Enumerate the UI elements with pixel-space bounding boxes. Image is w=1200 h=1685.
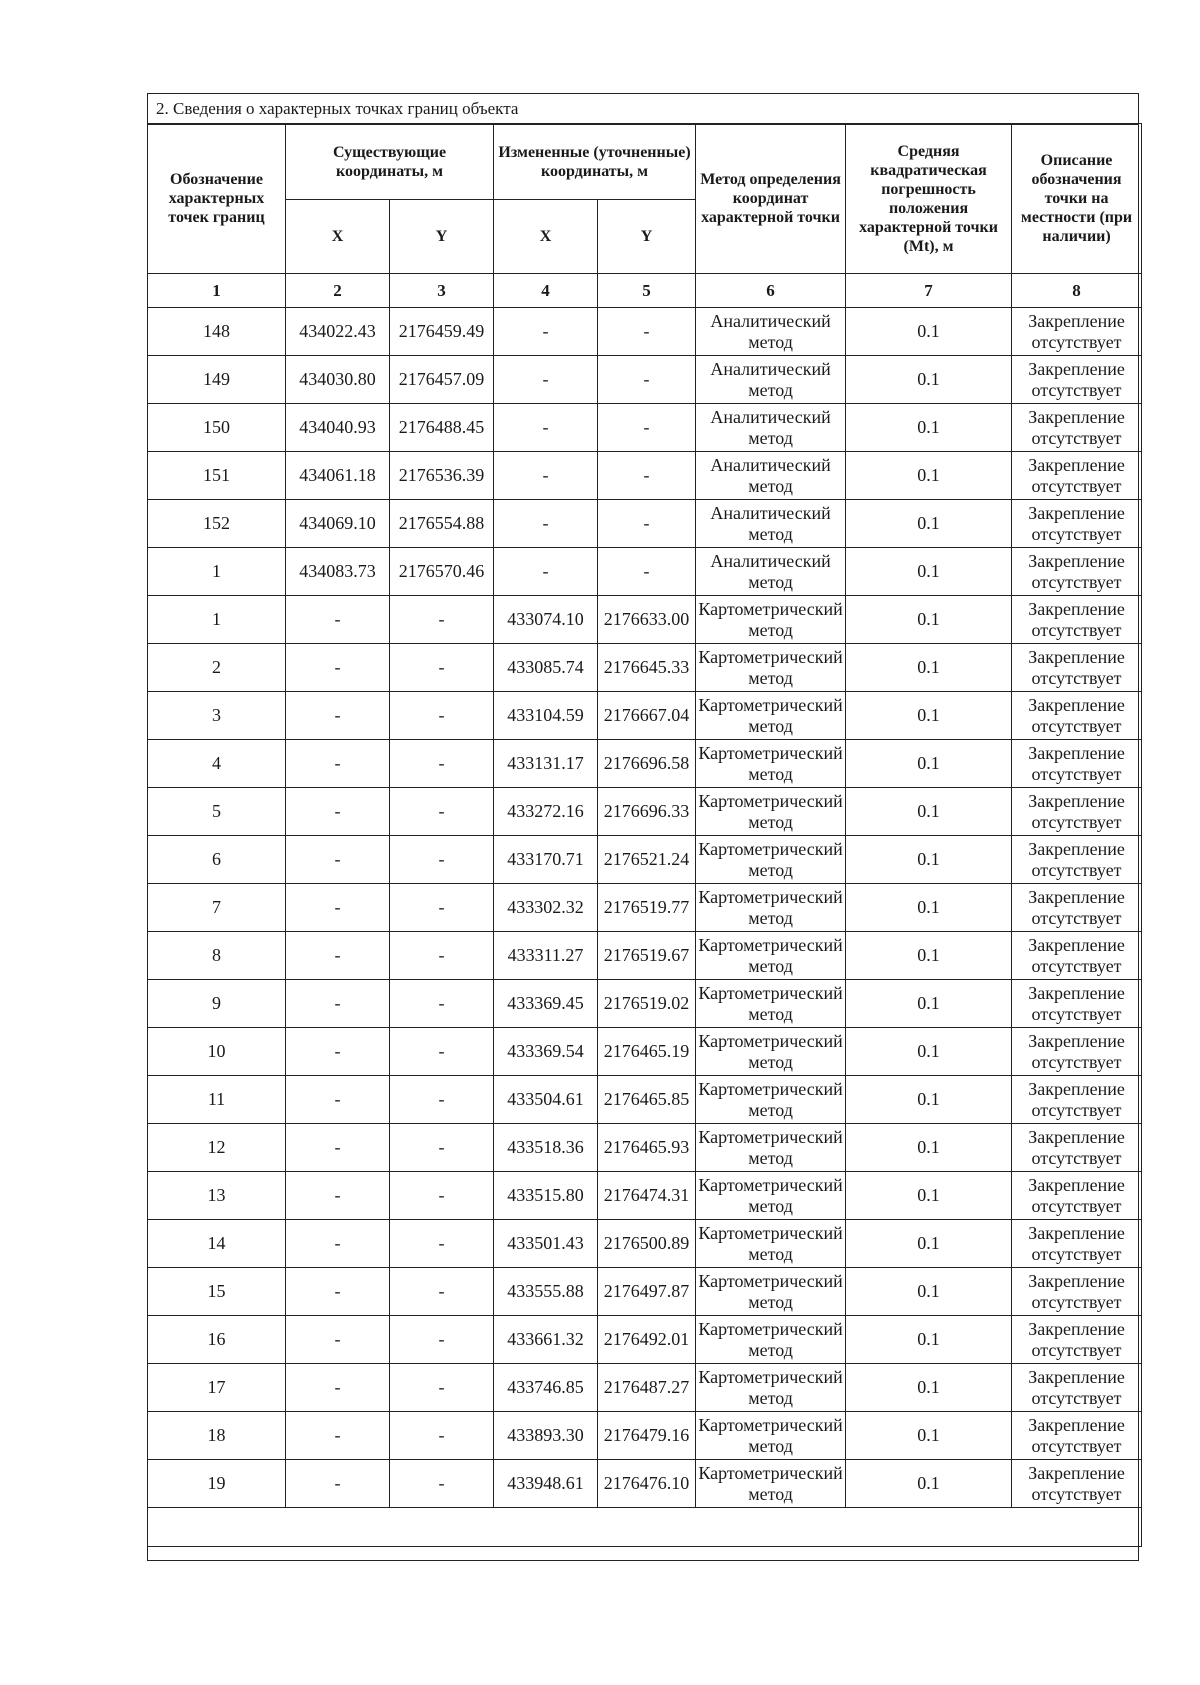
description-cell: Закрепление отсутствует	[1012, 884, 1142, 932]
table-row	[148, 692, 1142, 740]
point-cell: 14	[148, 1220, 286, 1268]
changed-y-cell: 2176696.33	[598, 788, 696, 836]
table-row	[148, 1124, 1142, 1172]
existing-x-cell: -	[286, 836, 390, 884]
method-cell: Картометрический метод	[696, 596, 846, 644]
existing-x-cell: -	[286, 740, 390, 788]
description-cell: Закрепление отсутствует	[1012, 692, 1142, 740]
boundary-points-sheet	[147, 93, 1139, 1561]
column-number: 5	[598, 274, 696, 308]
changed-y-cell: 2176487.27	[598, 1364, 696, 1412]
error-cell: 0.1	[846, 836, 1012, 884]
changed-y-cell: 2176667.04	[598, 692, 696, 740]
description-cell: Закрепление отсутствует	[1012, 356, 1142, 404]
method-cell: Картометрический метод	[696, 1268, 846, 1316]
table-row	[148, 980, 1142, 1028]
description-cell: Закрепление отсутствует	[1012, 1076, 1142, 1124]
table-row	[148, 1364, 1142, 1412]
table-row	[148, 1220, 1142, 1268]
table-row	[148, 1460, 1142, 1508]
table-row	[148, 836, 1142, 884]
existing-y-cell: -	[390, 1172, 494, 1220]
existing-y-cell: -	[390, 1316, 494, 1364]
error-cell: 0.1	[846, 980, 1012, 1028]
table-row	[148, 356, 1142, 404]
column-number: 1	[148, 274, 286, 308]
method-cell: Картометрический метод	[696, 1412, 846, 1460]
method-cell: Картометрический метод	[696, 1364, 846, 1412]
method-cell: Картометрический метод	[696, 740, 846, 788]
changed-y-cell: 2176519.77	[598, 884, 696, 932]
error-cell: 0.1	[846, 1220, 1012, 1268]
description-cell: Закрепление отсутствует	[1012, 500, 1142, 548]
description-cell: Закрепление отсутствует	[1012, 1316, 1142, 1364]
changed-y-cell: 2176645.33	[598, 644, 696, 692]
point-cell: 12	[148, 1124, 286, 1172]
existing-y-cell: -	[390, 1268, 494, 1316]
table-row	[148, 1076, 1142, 1124]
header-changed-coordinates: Измененные (уточненные) координаты, м	[494, 124, 696, 200]
table-row	[148, 308, 1142, 356]
point-cell: 150	[148, 404, 286, 452]
column-number-row	[148, 274, 1142, 308]
column-number: 3	[390, 274, 494, 308]
changed-y-cell: 2176696.58	[598, 740, 696, 788]
changed-x-cell: 433515.80	[494, 1172, 598, 1220]
method-cell: Картометрический метод	[696, 836, 846, 884]
error-cell: 0.1	[846, 692, 1012, 740]
column-number: 4	[494, 274, 598, 308]
existing-y-cell: -	[390, 836, 494, 884]
point-cell: 7	[148, 884, 286, 932]
point-cell: 8	[148, 932, 286, 980]
point-cell: 15	[148, 1268, 286, 1316]
changed-x-cell: 433131.17	[494, 740, 598, 788]
existing-x-cell: -	[286, 788, 390, 836]
error-cell: 0.1	[846, 356, 1012, 404]
changed-y-cell: 2176465.19	[598, 1028, 696, 1076]
existing-y-cell: -	[390, 884, 494, 932]
point-cell: 19	[148, 1460, 286, 1508]
point-cell: 3	[148, 692, 286, 740]
method-cell: Картометрический метод	[696, 644, 846, 692]
changed-x-cell: 433272.16	[494, 788, 598, 836]
changed-x-cell: 433104.59	[494, 692, 598, 740]
column-number: 8	[1012, 274, 1142, 308]
existing-y-cell: -	[390, 740, 494, 788]
existing-y-cell: -	[390, 692, 494, 740]
changed-x-cell: -	[494, 356, 598, 404]
point-cell: 11	[148, 1076, 286, 1124]
existing-y-cell: 2176554.88	[390, 500, 494, 548]
existing-x-cell: -	[286, 1172, 390, 1220]
description-cell: Закрепление отсутствует	[1012, 1268, 1142, 1316]
description-cell: Закрепление отсутствует	[1012, 1124, 1142, 1172]
error-cell: 0.1	[846, 1364, 1012, 1412]
error-cell: 0.1	[846, 932, 1012, 980]
changed-y-cell: 2176497.87	[598, 1268, 696, 1316]
point-cell: 5	[148, 788, 286, 836]
existing-x-cell: -	[286, 1316, 390, 1364]
existing-y-cell: -	[390, 980, 494, 1028]
existing-x-cell: 434069.10	[286, 500, 390, 548]
boundary-points-table	[147, 123, 1142, 1547]
description-cell: Закрепление отсутствует	[1012, 308, 1142, 356]
existing-x-cell: -	[286, 1460, 390, 1508]
existing-y-cell: -	[390, 596, 494, 644]
existing-x-cell: 434030.80	[286, 356, 390, 404]
changed-y-cell: 2176465.85	[598, 1076, 696, 1124]
changed-x-cell: 433661.32	[494, 1316, 598, 1364]
changed-y-cell: 2176519.67	[598, 932, 696, 980]
error-cell: 0.1	[846, 740, 1012, 788]
point-cell: 1	[148, 596, 286, 644]
existing-y-cell: 2176488.45	[390, 404, 494, 452]
changed-y-cell: -	[598, 308, 696, 356]
error-cell: 0.1	[846, 1172, 1012, 1220]
error-cell: 0.1	[846, 788, 1012, 836]
table-row	[148, 1028, 1142, 1076]
description-cell: Закрепление отсутствует	[1012, 1364, 1142, 1412]
method-cell: Картометрический метод	[696, 1076, 846, 1124]
table-row	[148, 1412, 1142, 1460]
table-row	[148, 1172, 1142, 1220]
header-existing-coordinates: Существующие координаты, м	[286, 124, 494, 200]
existing-y-cell: -	[390, 788, 494, 836]
header-existing-y: Y	[390, 200, 494, 274]
error-cell: 0.1	[846, 1460, 1012, 1508]
method-cell: Картометрический метод	[696, 884, 846, 932]
changed-y-cell: -	[598, 404, 696, 452]
error-cell: 0.1	[846, 644, 1012, 692]
existing-y-cell: 2176536.39	[390, 452, 494, 500]
existing-y-cell: -	[390, 1124, 494, 1172]
existing-x-cell: -	[286, 1268, 390, 1316]
changed-x-cell: 433948.61	[494, 1460, 598, 1508]
description-cell: Закрепление отсутствует	[1012, 452, 1142, 500]
changed-x-cell: 433311.27	[494, 932, 598, 980]
empty-row	[148, 1508, 1142, 1547]
changed-y-cell: -	[598, 452, 696, 500]
header-point: Обозначение характерных точек границ	[148, 124, 286, 274]
error-cell: 0.1	[846, 404, 1012, 452]
changed-x-cell: 433504.61	[494, 1076, 598, 1124]
table-row	[148, 596, 1142, 644]
header-changed-y: Y	[598, 200, 696, 274]
changed-y-cell: 2176476.10	[598, 1460, 696, 1508]
point-cell: 13	[148, 1172, 286, 1220]
method-cell: Картометрический метод	[696, 1124, 846, 1172]
description-cell: Закрепление отсутствует	[1012, 1028, 1142, 1076]
changed-y-cell: 2176465.93	[598, 1124, 696, 1172]
changed-x-cell: 433501.43	[494, 1220, 598, 1268]
changed-x-cell: 433170.71	[494, 836, 598, 884]
table-row	[148, 404, 1142, 452]
description-cell: Закрепление отсутствует	[1012, 1460, 1142, 1508]
description-cell: Закрепление отсутствует	[1012, 644, 1142, 692]
point-cell: 152	[148, 500, 286, 548]
method-cell: Аналитический метод	[696, 404, 846, 452]
changed-y-cell: 2176500.89	[598, 1220, 696, 1268]
existing-x-cell: -	[286, 980, 390, 1028]
method-cell: Аналитический метод	[696, 452, 846, 500]
description-cell: Закрепление отсутствует	[1012, 596, 1142, 644]
table-row	[148, 932, 1142, 980]
existing-y-cell: -	[390, 1460, 494, 1508]
changed-x-cell: 433893.30	[494, 1412, 598, 1460]
method-cell: Картометрический метод	[696, 692, 846, 740]
changed-x-cell: -	[494, 548, 598, 596]
existing-y-cell: 2176457.09	[390, 356, 494, 404]
existing-y-cell: -	[390, 932, 494, 980]
table-row	[148, 788, 1142, 836]
method-cell: Аналитический метод	[696, 548, 846, 596]
table-row	[148, 884, 1142, 932]
empty-cell	[148, 1508, 1142, 1547]
error-cell: 0.1	[846, 1076, 1012, 1124]
existing-x-cell: 434022.43	[286, 308, 390, 356]
changed-y-cell: -	[598, 548, 696, 596]
method-cell: Картометрический метод	[696, 980, 846, 1028]
table-row	[148, 1268, 1142, 1316]
header-changed-x: X	[494, 200, 598, 274]
existing-y-cell: 2176570.46	[390, 548, 494, 596]
existing-y-cell: -	[390, 1364, 494, 1412]
point-cell: 18	[148, 1412, 286, 1460]
point-cell: 6	[148, 836, 286, 884]
table-row	[148, 548, 1142, 596]
method-cell: Картометрический метод	[696, 1220, 846, 1268]
existing-x-cell: 434083.73	[286, 548, 390, 596]
existing-y-cell: -	[390, 644, 494, 692]
changed-x-cell: -	[494, 404, 598, 452]
existing-x-cell: -	[286, 596, 390, 644]
table-body	[148, 308, 1142, 1547]
description-cell: Закрепление отсутствует	[1012, 548, 1142, 596]
table-row	[148, 644, 1142, 692]
point-cell: 151	[148, 452, 286, 500]
changed-x-cell: 433555.88	[494, 1268, 598, 1316]
method-cell: Картометрический метод	[696, 1028, 846, 1076]
changed-x-cell: -	[494, 308, 598, 356]
existing-y-cell: -	[390, 1076, 494, 1124]
method-cell: Картометрический метод	[696, 1460, 846, 1508]
table-row	[148, 500, 1142, 548]
changed-y-cell: 2176479.16	[598, 1412, 696, 1460]
description-cell: Закрепление отсутствует	[1012, 932, 1142, 980]
description-cell: Закрепление отсутствует	[1012, 740, 1142, 788]
table-row	[148, 740, 1142, 788]
changed-x-cell: 433746.85	[494, 1364, 598, 1412]
existing-x-cell: 434061.18	[286, 452, 390, 500]
existing-x-cell: -	[286, 1076, 390, 1124]
error-cell: 0.1	[846, 1028, 1012, 1076]
error-cell: 0.1	[846, 596, 1012, 644]
method-cell: Картометрический метод	[696, 932, 846, 980]
error-cell: 0.1	[846, 1124, 1012, 1172]
existing-x-cell: -	[286, 1364, 390, 1412]
description-cell: Закрепление отсутствует	[1012, 980, 1142, 1028]
method-cell: Аналитический метод	[696, 308, 846, 356]
existing-x-cell: -	[286, 1028, 390, 1076]
error-cell: 0.1	[846, 452, 1012, 500]
description-cell: Закрепление отсутствует	[1012, 1412, 1142, 1460]
point-cell: 149	[148, 356, 286, 404]
column-number: 6	[696, 274, 846, 308]
changed-x-cell: 433369.54	[494, 1028, 598, 1076]
existing-y-cell: -	[390, 1028, 494, 1076]
description-cell: Закрепление отсутствует	[1012, 1220, 1142, 1268]
header-method: Метод определения координат характерной точки	[696, 124, 846, 274]
point-cell: 1	[148, 548, 286, 596]
point-cell: 4	[148, 740, 286, 788]
existing-x-cell: -	[286, 884, 390, 932]
table-row	[148, 452, 1142, 500]
method-cell: Картометрический метод	[696, 1172, 846, 1220]
existing-y-cell: -	[390, 1220, 494, 1268]
point-cell: 2	[148, 644, 286, 692]
changed-y-cell: -	[598, 356, 696, 404]
changed-x-cell: 433518.36	[494, 1124, 598, 1172]
changed-x-cell: -	[494, 500, 598, 548]
existing-x-cell: -	[286, 1220, 390, 1268]
changed-x-cell: 433302.32	[494, 884, 598, 932]
changed-x-cell: 433085.74	[494, 644, 598, 692]
changed-y-cell: 2176521.24	[598, 836, 696, 884]
existing-y-cell: -	[390, 1412, 494, 1460]
changed-x-cell: 433369.45	[494, 980, 598, 1028]
changed-y-cell: 2176474.31	[598, 1172, 696, 1220]
existing-y-cell: 2176459.49	[390, 308, 494, 356]
error-cell: 0.1	[846, 548, 1012, 596]
changed-y-cell: 2176633.00	[598, 596, 696, 644]
column-number: 2	[286, 274, 390, 308]
method-cell: Аналитический метод	[696, 356, 846, 404]
column-number: 7	[846, 274, 1012, 308]
header-existing-x: X	[286, 200, 390, 274]
method-cell: Аналитический метод	[696, 500, 846, 548]
changed-y-cell: -	[598, 500, 696, 548]
error-cell: 0.1	[846, 1268, 1012, 1316]
existing-x-cell: -	[286, 692, 390, 740]
point-cell: 17	[148, 1364, 286, 1412]
description-cell: Закрепление отсутствует	[1012, 404, 1142, 452]
header-description: Описание обозначения точки на местности (при наличии)	[1012, 124, 1142, 274]
description-cell: Закрепление отсутствует	[1012, 788, 1142, 836]
method-cell: Картометрический метод	[696, 788, 846, 836]
description-cell: Закрепление отсутствует	[1012, 836, 1142, 884]
point-cell: 16	[148, 1316, 286, 1364]
existing-x-cell: 434040.93	[286, 404, 390, 452]
section-title: 2. Сведения о характерных точках границ объекта	[148, 94, 1138, 125]
existing-x-cell: -	[286, 932, 390, 980]
changed-y-cell: 2176519.02	[598, 980, 696, 1028]
description-cell: Закрепление отсутствует	[1012, 1172, 1142, 1220]
header-mean-error: Средняя квадратическая погрешность положения характерной точки (Mt), м	[846, 124, 1012, 274]
changed-x-cell: 433074.10	[494, 596, 598, 644]
changed-y-cell: 2176492.01	[598, 1316, 696, 1364]
changed-x-cell: -	[494, 452, 598, 500]
point-cell: 148	[148, 308, 286, 356]
error-cell: 0.1	[846, 1316, 1012, 1364]
error-cell: 0.1	[846, 500, 1012, 548]
error-cell: 0.1	[846, 308, 1012, 356]
existing-x-cell: -	[286, 644, 390, 692]
point-cell: 10	[148, 1028, 286, 1076]
table-row	[148, 1316, 1142, 1364]
error-cell: 0.1	[846, 884, 1012, 932]
point-cell: 9	[148, 980, 286, 1028]
existing-x-cell: -	[286, 1412, 390, 1460]
method-cell: Картометрический метод	[696, 1316, 846, 1364]
error-cell: 0.1	[846, 1412, 1012, 1460]
existing-x-cell: -	[286, 1124, 390, 1172]
